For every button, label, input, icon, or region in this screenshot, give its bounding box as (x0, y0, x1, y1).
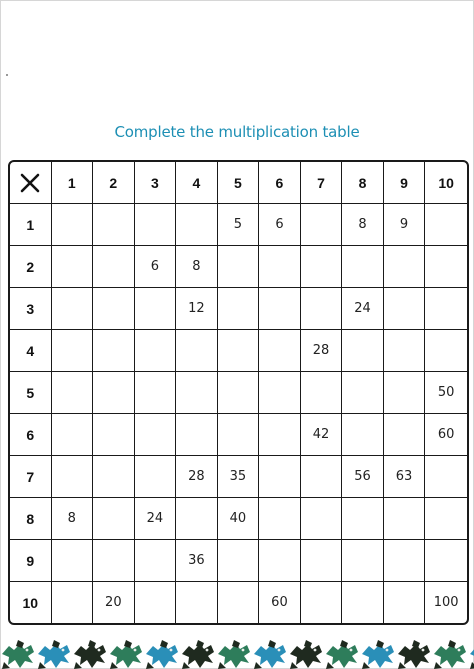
answer-cell[interactable] (176, 372, 218, 414)
column-header: 1 (52, 162, 94, 204)
lizard-tile (38, 640, 70, 669)
column-header: 10 (425, 162, 467, 204)
lizard-tile (326, 640, 358, 669)
answer-cell[interactable] (218, 414, 260, 456)
answer-cell[interactable] (176, 414, 218, 456)
answer-cell[interactable] (301, 204, 343, 246)
lizard-tile (146, 640, 178, 669)
lizard-tile (398, 640, 430, 669)
column-header: 3 (135, 162, 177, 204)
scan-speck (6, 74, 8, 76)
answer-cell[interactable] (425, 288, 467, 330)
answer-cell[interactable] (52, 330, 94, 372)
answer-cell[interactable] (52, 456, 94, 498)
answer-cell[interactable] (176, 246, 218, 288)
answer-cell[interactable] (384, 288, 426, 330)
column-header: 8 (342, 162, 384, 204)
answer-cell[interactable] (301, 246, 343, 288)
header-row (10, 162, 467, 204)
cell-value: 6 (275, 216, 284, 232)
answer-cell[interactable] (301, 288, 343, 330)
cell-value: 24 (354, 300, 371, 316)
row-header: 10 (10, 582, 52, 623)
answer-cell[interactable] (384, 582, 426, 623)
row-header: 6 (10, 414, 52, 456)
answer-cell[interactable] (384, 498, 426, 540)
row-header: 4 (10, 330, 52, 372)
answer-cell[interactable] (301, 330, 343, 372)
cell-value: 5 (233, 216, 243, 232)
answer-cell[interactable] (176, 456, 218, 498)
answer-cell[interactable] (93, 540, 135, 582)
answer-cell[interactable] (52, 582, 94, 623)
cell-value: 8 (67, 510, 76, 526)
answer-cell[interactable] (259, 204, 301, 246)
answer-cell[interactable] (176, 582, 218, 623)
answer-cell[interactable] (301, 456, 343, 498)
answer-cell[interactable] (176, 498, 218, 540)
answer-cell[interactable] (259, 582, 301, 623)
answer-cell[interactable] (384, 246, 426, 288)
answer-cell[interactable] (218, 498, 260, 540)
answer-cell[interactable] (342, 582, 384, 623)
lizard-tile (110, 640, 142, 669)
cell-value: 20 (105, 594, 122, 610)
answer-cell[interactable] (135, 246, 177, 288)
lizard-tile (2, 640, 34, 669)
row-header: 9 (10, 540, 52, 582)
table-row (10, 582, 467, 623)
answer-cell[interactable] (384, 414, 426, 456)
answer-cell[interactable] (301, 498, 343, 540)
answer-cell[interactable] (301, 372, 343, 414)
answer-cell[interactable] (301, 582, 343, 623)
answer-cell[interactable] (93, 204, 135, 246)
lizard-tile (74, 640, 106, 669)
answer-cell[interactable] (176, 330, 218, 372)
lizard-tessellation-icon (0, 640, 474, 669)
answer-cell[interactable] (52, 372, 94, 414)
answer-cell[interactable] (425, 582, 467, 623)
cell-value: 28 (312, 342, 330, 358)
table-row (10, 330, 467, 372)
table-row (10, 456, 467, 498)
corner-cell (10, 162, 52, 204)
answer-cell[interactable] (342, 456, 384, 498)
column-header: 7 (301, 162, 343, 204)
answer-cell[interactable] (384, 330, 426, 372)
table-row (10, 540, 467, 582)
table-row (10, 204, 467, 246)
row-header: 2 (10, 246, 52, 288)
cell-value: 8 (358, 216, 367, 232)
answer-cell[interactable] (218, 456, 260, 498)
answer-cell[interactable] (93, 456, 135, 498)
multiplication-table (8, 160, 469, 625)
answer-cell[interactable] (52, 540, 94, 582)
cell-value: 36 (188, 552, 205, 568)
answer-cell[interactable] (259, 540, 301, 582)
answer-cell[interactable] (135, 204, 177, 246)
answer-cell[interactable] (384, 540, 426, 582)
answer-cell[interactable] (218, 204, 260, 246)
answer-cell[interactable] (52, 246, 94, 288)
answer-cell[interactable] (342, 540, 384, 582)
answer-cell[interactable] (425, 456, 467, 498)
lizard-tile (182, 640, 214, 669)
answer-cell[interactable] (52, 204, 94, 246)
answer-cell[interactable] (259, 246, 301, 288)
cell-value: 9 (399, 216, 409, 232)
column-header: 5 (218, 162, 260, 204)
answer-cell[interactable] (342, 288, 384, 330)
answer-cell[interactable] (425, 498, 467, 540)
cell-value: 40 (229, 510, 247, 526)
answer-cell[interactable] (384, 456, 426, 498)
cell-value: 24 (146, 510, 164, 526)
row-header: 3 (10, 288, 52, 330)
answer-cell[interactable] (342, 330, 384, 372)
cell-value: 8 (192, 258, 201, 274)
answer-cell[interactable] (259, 372, 301, 414)
answer-cell[interactable] (342, 204, 384, 246)
answer-cell[interactable] (425, 540, 467, 582)
table-row (10, 498, 467, 540)
answer-cell[interactable] (259, 414, 301, 456)
answer-cell[interactable] (425, 246, 467, 288)
column-header: 6 (259, 162, 301, 204)
answer-cell[interactable] (176, 204, 218, 246)
cell-value: 35 (229, 468, 247, 484)
answer-cell[interactable] (259, 498, 301, 540)
answer-cell[interactable] (342, 414, 384, 456)
cell-value: 28 (188, 468, 205, 484)
cell-value: 12 (188, 300, 205, 316)
table-row (10, 288, 467, 330)
multiply-x-icon (19, 172, 41, 194)
answer-cell[interactable] (301, 540, 343, 582)
cell-value: 6 (150, 258, 159, 274)
answer-cell[interactable] (93, 498, 135, 540)
cell-value: 50 (437, 384, 455, 400)
answer-cell[interactable] (135, 330, 177, 372)
lizard-tile (470, 640, 474, 669)
answer-cell[interactable] (425, 330, 467, 372)
column-header: 9 (384, 162, 426, 204)
answer-cell[interactable] (135, 372, 177, 414)
column-header: 4 (176, 162, 218, 204)
answer-cell[interactable] (259, 288, 301, 330)
answer-cell[interactable] (52, 288, 94, 330)
lizard-tile (362, 640, 394, 669)
answer-cell[interactable] (384, 372, 426, 414)
row-header: 7 (10, 456, 52, 498)
answer-cell[interactable] (93, 288, 135, 330)
answer-cell[interactable] (52, 498, 94, 540)
answer-cell[interactable] (425, 204, 467, 246)
answer-cell[interactable] (384, 204, 426, 246)
answer-cell[interactable] (218, 246, 260, 288)
answer-cell[interactable] (218, 372, 260, 414)
lizard-tile (434, 640, 466, 669)
answer-cell[interactable] (342, 246, 384, 288)
cell-value: 63 (395, 468, 413, 484)
row-header: 5 (10, 372, 52, 414)
table-row (10, 372, 467, 414)
decorative-footer-border (0, 640, 474, 669)
lizard-tile (254, 640, 286, 669)
lizard-tile (218, 640, 250, 669)
answer-cell[interactable] (93, 246, 135, 288)
answer-cell[interactable] (135, 540, 177, 582)
cell-value: 42 (312, 426, 330, 442)
answer-cell[interactable] (425, 414, 467, 456)
row-header: 1 (10, 204, 52, 246)
answer-cell[interactable] (135, 582, 177, 623)
cell-value: 60 (437, 426, 455, 442)
row-header: 8 (10, 498, 52, 540)
answer-cell[interactable] (218, 582, 260, 623)
answer-cell[interactable] (218, 330, 260, 372)
answer-cell[interactable] (342, 498, 384, 540)
cell-value: 60 (271, 594, 288, 610)
answer-cell[interactable] (259, 330, 301, 372)
answer-cell[interactable] (135, 456, 177, 498)
answer-cell[interactable] (93, 414, 135, 456)
worksheet-title: Complete the multiplication table (114, 123, 360, 141)
answer-cell[interactable] (342, 372, 384, 414)
answer-cell[interactable] (425, 372, 467, 414)
answer-cell[interactable] (135, 498, 177, 540)
answer-cell[interactable] (176, 540, 218, 582)
cell-value: 56 (354, 468, 371, 484)
answer-cell[interactable] (301, 414, 343, 456)
answer-cell[interactable] (52, 414, 94, 456)
answer-cell[interactable] (218, 288, 260, 330)
answer-cell[interactable] (218, 540, 260, 582)
answer-cell[interactable] (135, 414, 177, 456)
answer-cell[interactable] (93, 330, 135, 372)
cell-value: 100 (433, 594, 459, 610)
answer-cell[interactable] (259, 456, 301, 498)
column-header: 2 (93, 162, 135, 204)
table-row (10, 246, 467, 288)
answer-cell[interactable] (176, 288, 218, 330)
answer-cell[interactable] (93, 582, 135, 623)
table-row (10, 414, 467, 456)
lizard-tile (290, 640, 322, 669)
answer-cell[interactable] (135, 288, 177, 330)
answer-cell[interactable] (93, 372, 135, 414)
